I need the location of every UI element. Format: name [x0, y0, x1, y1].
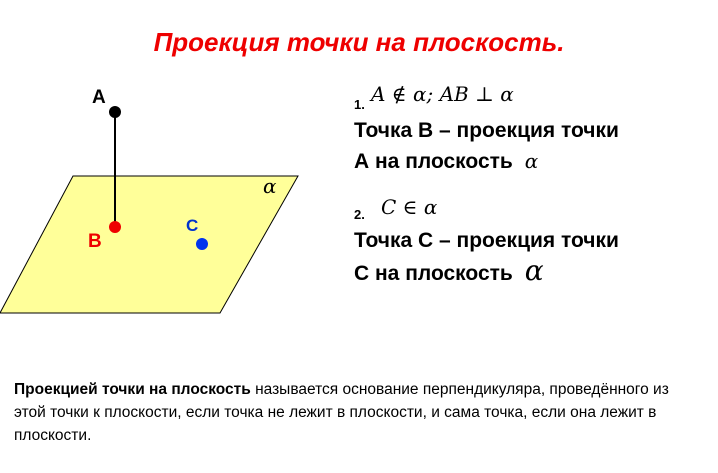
- statement-2-line-2: [354, 256, 544, 289]
- statement-2-line-1: Точка С – проекция точки: [354, 229, 619, 252]
- definition-term: Проекцией точки на плоскость: [14, 381, 251, 398]
- statement-2-number: 2.: [354, 207, 365, 222]
- label-plane-alpha: α: [263, 174, 277, 198]
- statement-1-line-1: Точка В – проекция точки: [354, 119, 619, 142]
- statement-2-alpha: α: [524, 254, 544, 287]
- statement-1-line-2-text: А на плоскость: [354, 150, 513, 173]
- label-point-b: B: [88, 231, 102, 252]
- label-point-a: A: [92, 87, 106, 108]
- definition-paragraph: [14, 378, 694, 447]
- definition-text: называется основание перпендикуляра, проведённого из этой точки к плоскости, если точка не лежит в плоскости, и сама точка, если она лежит в плоскости.: [14, 381, 669, 444]
- page-title: Проекция точки на плоскость.: [153, 27, 565, 57]
- point-c: [196, 238, 208, 250]
- point-a: [109, 106, 121, 118]
- statement-1-line-2: [354, 146, 538, 177]
- statement-1-alpha: α: [524, 149, 539, 173]
- label-point-c: C: [186, 216, 199, 235]
- point-b: [109, 221, 121, 233]
- statement-2-line-2-text: С на плоскость: [354, 262, 513, 285]
- statement-2-formula: C ∈ α: [381, 195, 438, 219]
- statement-1-number: 1.: [354, 97, 365, 112]
- statement-1-formula: A ∉ α; AB ⊥ α: [371, 82, 514, 106]
- plane-alpha: [0, 176, 298, 313]
